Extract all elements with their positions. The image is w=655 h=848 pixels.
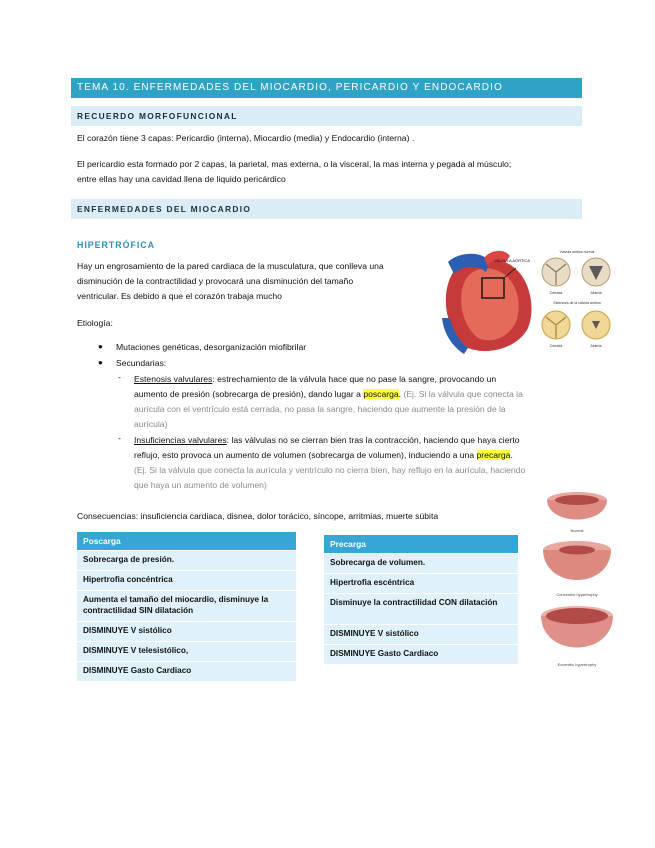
section-heading: RECUERDO MORFOFUNCIONAL bbox=[77, 111, 238, 121]
paragraph-pericardio-1: El pericardio esta formado por 2 capas, la parietal, mas externa, o la visceral, la mas interna y pegada al músculo; bbox=[77, 159, 512, 169]
highlight-precarga: precarga bbox=[476, 450, 511, 460]
estenosis-example-3: aurícula) bbox=[134, 419, 168, 429]
stenosis-title: Estenosis de la válvula aórtica bbox=[553, 301, 601, 305]
paragraph-hipertrofia-2: disminución de la contractilidad y provocará una disminución del tamaño bbox=[77, 276, 354, 286]
estenosis-line-2: aumento de presión (sobrecarga de presión), dando lugar a poscarga. (Ej. Si la válvula que conecta la bbox=[134, 389, 523, 399]
valve-closed-label: Cerrada bbox=[549, 291, 563, 295]
table-cell: Sobrecarga de presión. bbox=[77, 550, 296, 570]
insuficiencia-line-1: Insuficiencias valvulares: las válvulas no se cierran bien tras la contracción, haciendo que haya cierto bbox=[134, 435, 520, 445]
stenosis-closed-label: Cerrada bbox=[549, 344, 563, 348]
concentric-label: Concentric hypertrophy bbox=[556, 592, 598, 597]
dash-marker: - bbox=[118, 433, 121, 443]
table-poscarga bbox=[77, 532, 296, 681]
heart-diagram bbox=[438, 248, 538, 356]
estenosis-term: Estenosis valvulares bbox=[134, 374, 213, 384]
table-cell: DISMINUYE V sistólico bbox=[324, 624, 518, 644]
table-cell: Aumenta el tamaño del miocardio, disminuye la contractilidad SIN dilatación bbox=[77, 590, 296, 621]
estenosis-line-1: Estenosis valvulares: estrechamiento de la válvula hace que no pase la sangre, provocando un bbox=[134, 374, 497, 384]
highlight-poscarga: poscarga bbox=[363, 389, 399, 399]
page-title: TEMA 10. ENFERMEDADES DEL MIOCARDIO, PERICARDIO Y ENDOCARDIO bbox=[77, 82, 503, 93]
heart-label: VÁLVULA AÓRTICA bbox=[494, 258, 531, 263]
section-band-recuerdo bbox=[71, 106, 582, 126]
bullet-secundarias: Secundarias: bbox=[116, 358, 167, 368]
section-heading: ENFERMEDADES DEL MIOCARDIO bbox=[77, 204, 252, 214]
table-cell: DISMINUYE Gasto Cardiaco bbox=[77, 661, 296, 681]
table-precarga bbox=[324, 535, 518, 664]
insuficiencia-example-1: (Ej. Si la válvula que conecta la aurícula y ventrículo no cierra bien, hay reflujo en la aurícula, haciendo bbox=[134, 465, 526, 475]
stenosis-open-label: Abierta bbox=[590, 344, 602, 348]
dash-marker: - bbox=[118, 372, 121, 382]
section-band-miocardio bbox=[71, 199, 582, 219]
table-header: Precarga bbox=[324, 535, 518, 553]
table-cell: DISMINUYE V telesistólico, bbox=[77, 641, 296, 661]
estenosis-example-2: aurícula con el ventrículo está cerrada, no pasa la sangre, haciendo que aumente la presión de la bbox=[134, 404, 506, 414]
table-cell: DISMINUYE Gasto Cardiaco bbox=[324, 644, 518, 664]
table-cell: Sobrecarga de volumen. bbox=[324, 553, 518, 573]
normal-label: Normal bbox=[570, 528, 584, 533]
table-cell: DISMINUYE V sistólico bbox=[77, 621, 296, 641]
bullet-dot: ● bbox=[98, 342, 103, 351]
hypertrophy-figure bbox=[530, 486, 624, 672]
table-header: Poscarga bbox=[77, 532, 296, 550]
paragraph-capas: El corazón tiene 3 capas: Pericardio (interna), Miocardio (media) y Endocardio (interna) . bbox=[77, 133, 415, 143]
table-cell: Hipertrofia escéntrica bbox=[324, 573, 518, 593]
table-cell: Hipertrofia concéntrica bbox=[77, 570, 296, 590]
valve-open-label: Abierta bbox=[590, 291, 602, 295]
title-band bbox=[71, 78, 582, 98]
paragraph-hipertrofia-3: ventricular. Es debido a que el corazón trabaja mucho bbox=[77, 291, 282, 301]
valve-title: Válvula aórtica normal bbox=[559, 250, 595, 254]
subheading-hipertrofica: HIPERTRÓFICA bbox=[77, 240, 155, 250]
paragraph-hipertrofia-1: Hay un engrosamiento de la pared cardiaca de la musculatura, que conlleva una bbox=[77, 261, 384, 271]
paragraph-pericardio-2: entre ellas hay una cavidad llena de liquido pericárdico bbox=[77, 174, 286, 184]
insuficiencia-term: Insuficiencias valvulares bbox=[134, 435, 227, 445]
table-cell: Disminuye la contractilidad CON dilatación bbox=[324, 593, 518, 624]
bullet-mutaciones: Mutaciones genéticas, desorganización miofibrilar bbox=[116, 342, 307, 352]
consecuencias: Consecuencias: insuficiencia cardiaca, disnea, dolor torácico, síncope, arritmias, muerte súbita bbox=[77, 511, 439, 521]
bullet-dot: ● bbox=[98, 358, 103, 367]
eccentric-label: Eccentric hypertrophy bbox=[557, 662, 597, 667]
etiologia-label: Etiología: bbox=[77, 318, 113, 328]
valve-figure bbox=[536, 247, 618, 355]
insuficiencia-line-2: reflujo, esto provoca un aumento de volumen (sobrecarga de volumen), induciendo a una precarga. bbox=[134, 450, 513, 460]
insuficiencia-example-2: que haya un aumento de volumen) bbox=[134, 480, 267, 490]
